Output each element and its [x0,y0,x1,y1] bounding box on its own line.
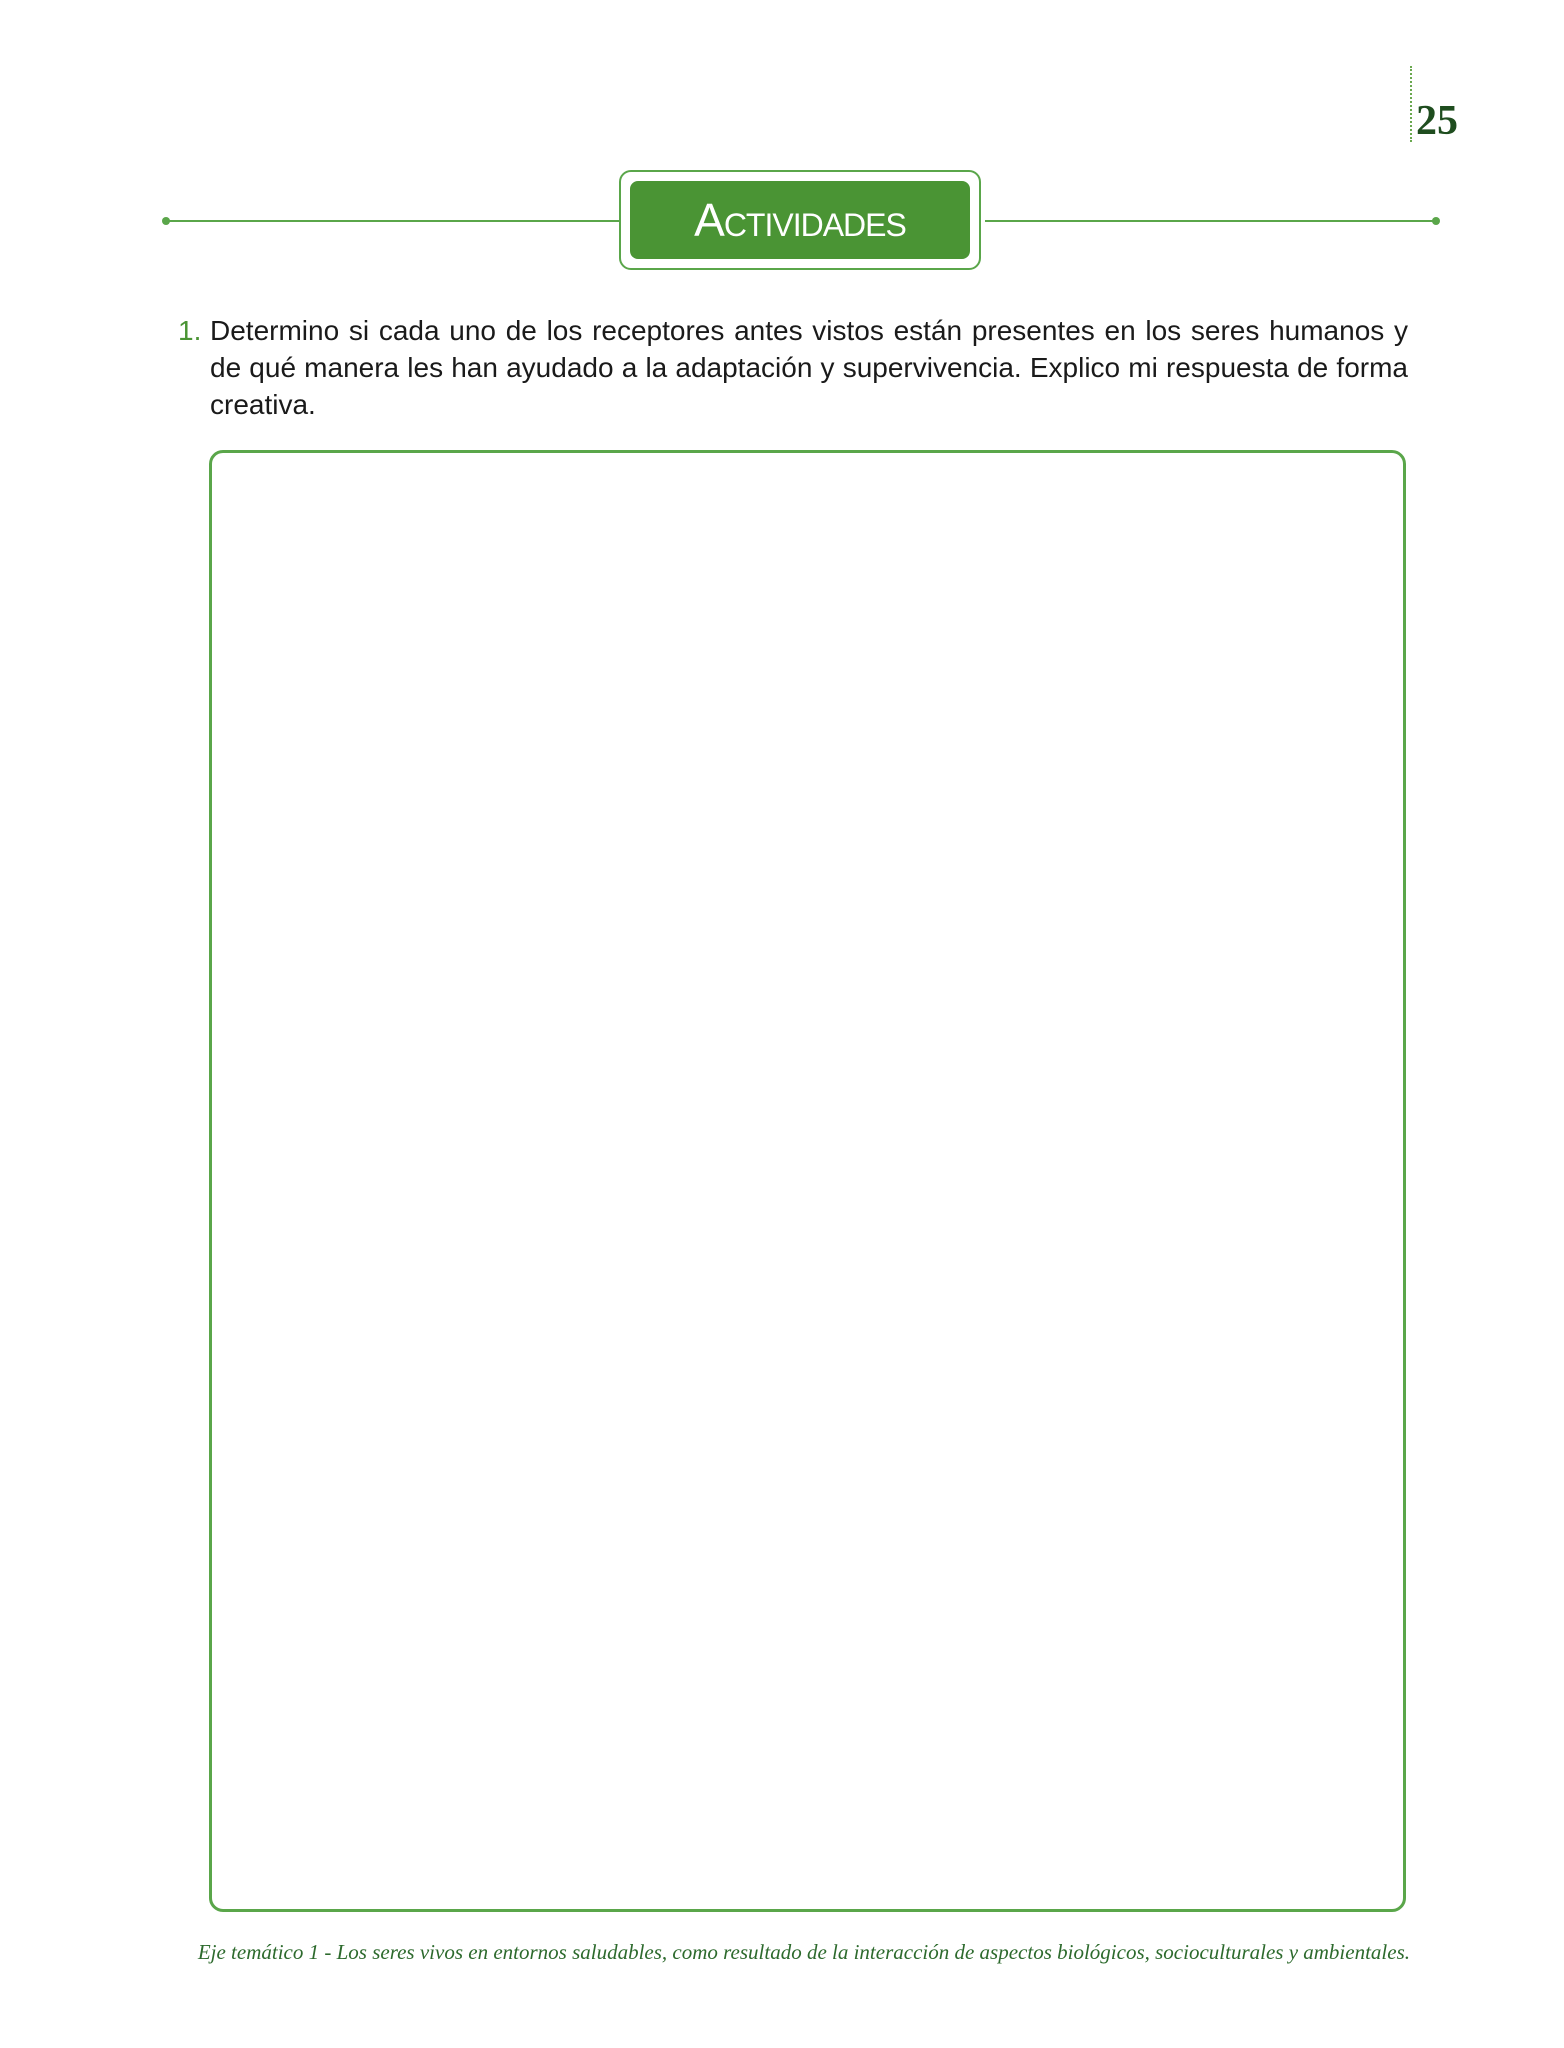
footer-caption: Eje temático 1 - Los seres vivos en entornos saludables, como resultado de la interacción de aspectos biológicos, socioculturales y ambientales. [197,1940,1410,1964]
activity-item [178,312,1408,423]
page-number-rule [1410,66,1412,142]
header-line-right [985,220,1437,222]
header-line-left [166,220,621,222]
page-number: 25 [1416,98,1458,144]
section-banner-fill [630,181,970,259]
header-dot-right [1432,217,1440,225]
section-banner [619,170,981,270]
activity-instructions: Determino si cada uno de los receptores antes vistos están presentes en los seres humanos y de qué manera les han ayudado a la adaptación y supervivencia. Explico mi respuesta de forma creativa. [210,315,1408,420]
activity-number: 1. [178,315,202,346]
answer-box[interactable] [209,450,1406,1912]
section-title: Actividades [694,194,906,246]
